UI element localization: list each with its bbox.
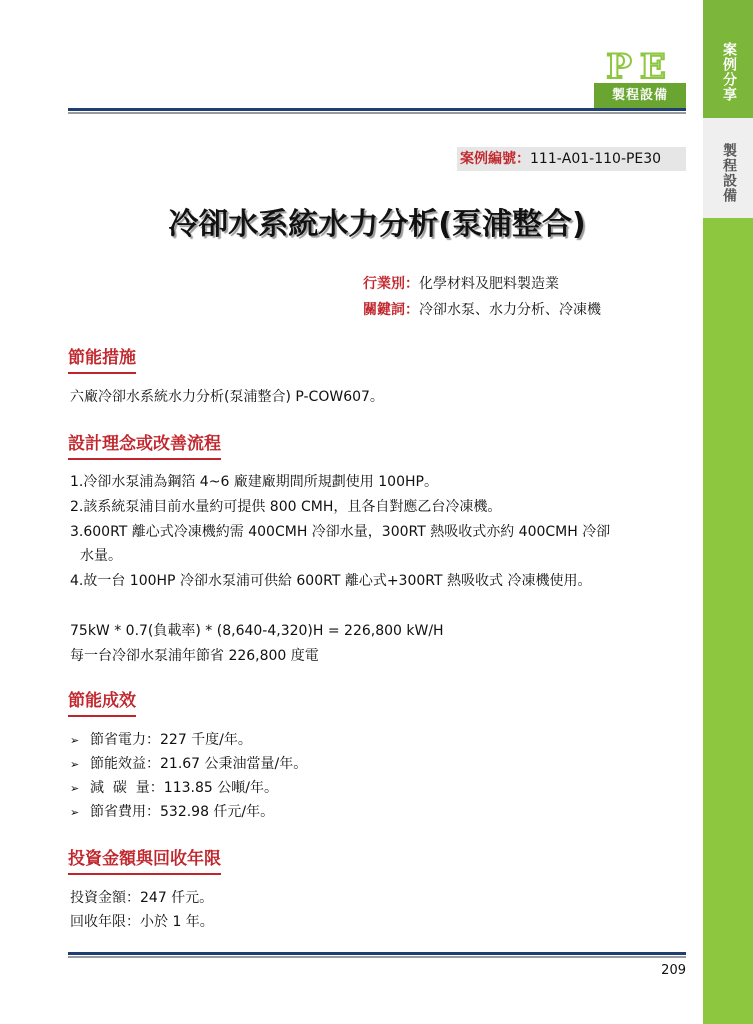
category-label: 製程設備 (594, 83, 686, 109)
result-text: 節省費用：532.98 仟元/年。 (90, 804, 275, 820)
keywords-label: 關鍵詞： (363, 302, 419, 318)
page-title: 冷卻水系統水力分析(泵浦整合) (168, 207, 586, 242)
arrow-bullet-icon: ➢ (70, 806, 80, 819)
result-item (70, 728, 252, 753)
header-rule-shadow (68, 112, 686, 114)
header-rule (68, 108, 686, 111)
case-number-value: 111-A01-110-PE30 (530, 151, 662, 167)
section-heading-investment: 投資金額與回收年限 (68, 846, 221, 875)
side-tab-process-equipment-label: 製程設備 (721, 143, 737, 203)
industry-row (363, 273, 559, 295)
arrow-bullet-icon: ➢ (70, 782, 80, 795)
footer-rule-shadow (68, 956, 686, 958)
case-number-label: 案例編號： (460, 151, 530, 167)
section-heading-results: 節能成效 (68, 688, 136, 717)
investment-amount: 投資金額：247 仟元。 (70, 890, 214, 906)
footer-rule (68, 952, 686, 955)
case-number-box (457, 147, 686, 171)
design-line-4: 4.故一台 100HP 冷卻水泵浦可供給 600RT 離心式+300RT 熱吸收式 冷凍機使用。 (70, 573, 592, 589)
result-item (70, 776, 278, 801)
result-text: 節能效益：21.67 公秉油當量/年。 (90, 756, 308, 772)
section-heading-measures: 節能措施 (68, 345, 136, 374)
industry-value: 化學材料及肥料製造業 (419, 276, 559, 292)
formula: 75kW * 0.7(負載率) * (8,640-4,320)H = 226,800 kW/H (70, 623, 444, 639)
design-line-3: 3.600RT 離心式冷凍機約需 400CMH 冷卻水量，300RT 熱吸收式亦約 400CMH 冷卻 (70, 524, 611, 540)
page-number: 209 (661, 963, 686, 978)
arrow-bullet-icon: ➢ (70, 734, 80, 747)
payback-period: 回收年限：小於 1 年。 (70, 914, 214, 930)
keywords-row (363, 299, 601, 321)
side-tab-case-share-label: 案例分享 (721, 42, 737, 102)
pe-logo-text: PE (606, 47, 674, 83)
result-text: 節省電力：227 千度/年。 (90, 732, 252, 748)
result-item (70, 800, 274, 825)
pe-logo (594, 47, 686, 83)
result-text: 減 碳 量：113.85 公噸/年。 (90, 780, 278, 796)
measures-text: 六廠冷卻水系統水力分析(泵浦整合) P-COW607。 (70, 389, 384, 405)
section-heading-design: 設計理念或改善流程 (68, 431, 221, 460)
formula-note: 每一台冷卻水泵浦年節省 226,800 度電 (70, 648, 319, 664)
design-line-1: 1.冷卻水泵浦為鋼箔 4~6 廠建廠期間所規劃使用 100HP。 (70, 474, 438, 490)
arrow-bullet-icon: ➢ (70, 758, 80, 771)
keywords-value: 冷卻水泵、水力分析、冷凍機 (419, 302, 601, 318)
industry-label: 行業別： (363, 276, 419, 292)
result-item (70, 752, 307, 777)
design-line-3-cont: 水量。 (80, 548, 122, 564)
design-line-2: 2.該系統泵浦目前水量約可提供 800 CMH，且各自對應乙台冷凍機。 (70, 499, 502, 515)
